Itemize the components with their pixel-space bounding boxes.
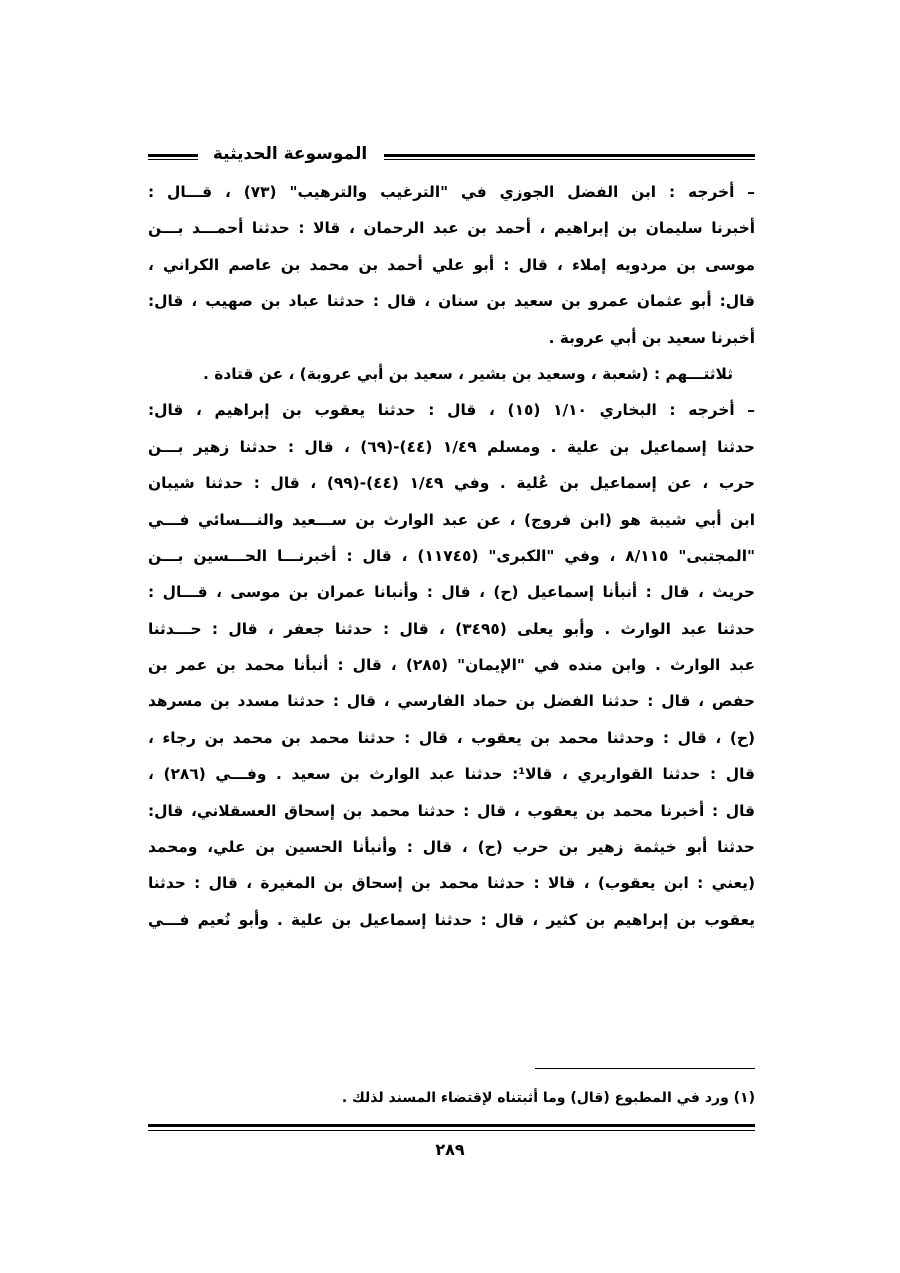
text-line: حفص ، قال : حدثنا الفضل بن حماد الفارسي ، قال : حدثنا مسدد بن مسرهد — [148, 692, 755, 711]
text-line: "المجتبى" ٨/١١٥ ، وفي "الكبرى" (١١٧٤٥) ، قال : أخبرنـــا الحـــسين بـــن — [148, 546, 755, 565]
text-line: – أخرجه : البخاري ١/١٠ (١٥) ، قال : حدثنا يعقوب بن إبراهيم ، قال: — [148, 401, 755, 420]
footnote: (١) ورد في المطبوع (قال) وما أثبتناه لإقتضاء المسند لذلك . — [341, 1090, 755, 1106]
text-line: حدثنا عبد الوارث . وأبو يعلى (٣٤٩٥) ، قال : حدثنا جعفر ، قال : حـــدثنا — [148, 619, 755, 638]
header-title: الموسوعة الحديثية — [212, 144, 368, 164]
page-number: ٢٨٩ — [435, 1140, 465, 1159]
footer-rule — [148, 1124, 755, 1131]
header-rule-left — [148, 154, 198, 160]
text-line: أخبرنا سعيد بن أبي عروبة . — [548, 328, 755, 347]
text-line: قال: أبو عثمان عمرو بن سعيد بن سنان ، قال : حدثنا عباد بن صهيب ، قال: — [148, 292, 755, 311]
text-line: قال : أخبرنا محمد بن يعقوب ، قال : حدثنا محمد بن إسحاق العسقلاني، قال: — [148, 801, 755, 820]
page-header — [148, 146, 755, 168]
text-line: (يعني : ابن يعقوب) ، قالا : حدثنا محمد بن إسحاق بن المغيرة ، قال : حدثنا — [148, 874, 755, 893]
header-rule-right — [384, 154, 755, 160]
text-line: حريث ، قال : أنبأنا إسماعيل (ح) ، قال : وأنبانا عمران بن موسى ، قـــال : — [148, 583, 755, 602]
text-line: حدثنا أبو خيثمة زهير بن حرب (ح) ، قال : وأنبأنا الحسين بن علي، ومحمد — [148, 838, 755, 857]
text-line: حدثنا إسماعيل بن علية . ومسلم ١/٤٩ (٤٤)-(٦٩) ، قال : حدثنا زهير بـــن — [148, 437, 755, 456]
text-line: موسى بن مردويه إملاء ، قال : أبو علي أحمد بن محمد بن عاصم الكراني ، — [148, 255, 755, 274]
text-line: أخبرنا سليمان بن إبراهيم ، أحمد بن عبد الرحمان ، قالا : حدثنا أحمـــد بـــن — [148, 219, 755, 238]
text-line: ثلاثتـــهم : (شعبة ، وسعيد بن بشير ، سعيد بن أبي عروبة) ، عن قتادة . — [203, 364, 733, 383]
text-line: – أخرجه : ابن الفضل الجوزي في "الترغيب والترهيب" (٧٣) ، قـــال : — [148, 183, 755, 201]
text-line: حرب ، عن إسماعيل بن عُلية . وفي ١/٤٩ (٤٤)-(٩٩) ، قال : حدثنا شيبان — [148, 474, 755, 493]
text-line: قال : حدثنا القواريري ، قالا¹: حدثنا عبد الوارث بن سعيد . وفـــي (٢٨٦) ، — [148, 765, 755, 784]
footnote-separator — [535, 1068, 755, 1069]
text-line: عبد الوارث . وابن منده في "الإيمان" (٢٨٥) ، قال : أنبأنا محمد بن عمر بن — [148, 656, 755, 675]
body-text — [148, 174, 755, 938]
text-line: يعقوب بن إبراهيم بن كثير ، قال : حدثنا إسماعيل بن علية . وأبو نُعيم فـــي — [148, 910, 755, 929]
text-line: (ح) ، قال : وحدثنا محمد بن يعقوب ، قال : حدثنا محمد بن محمد بن رجاء ، — [148, 728, 755, 747]
text-line: ابن أبي شيبة هو (ابن فروج) ، عن عبد الوارث بن ســـعيد والنـــسائي فـــي — [148, 510, 755, 529]
